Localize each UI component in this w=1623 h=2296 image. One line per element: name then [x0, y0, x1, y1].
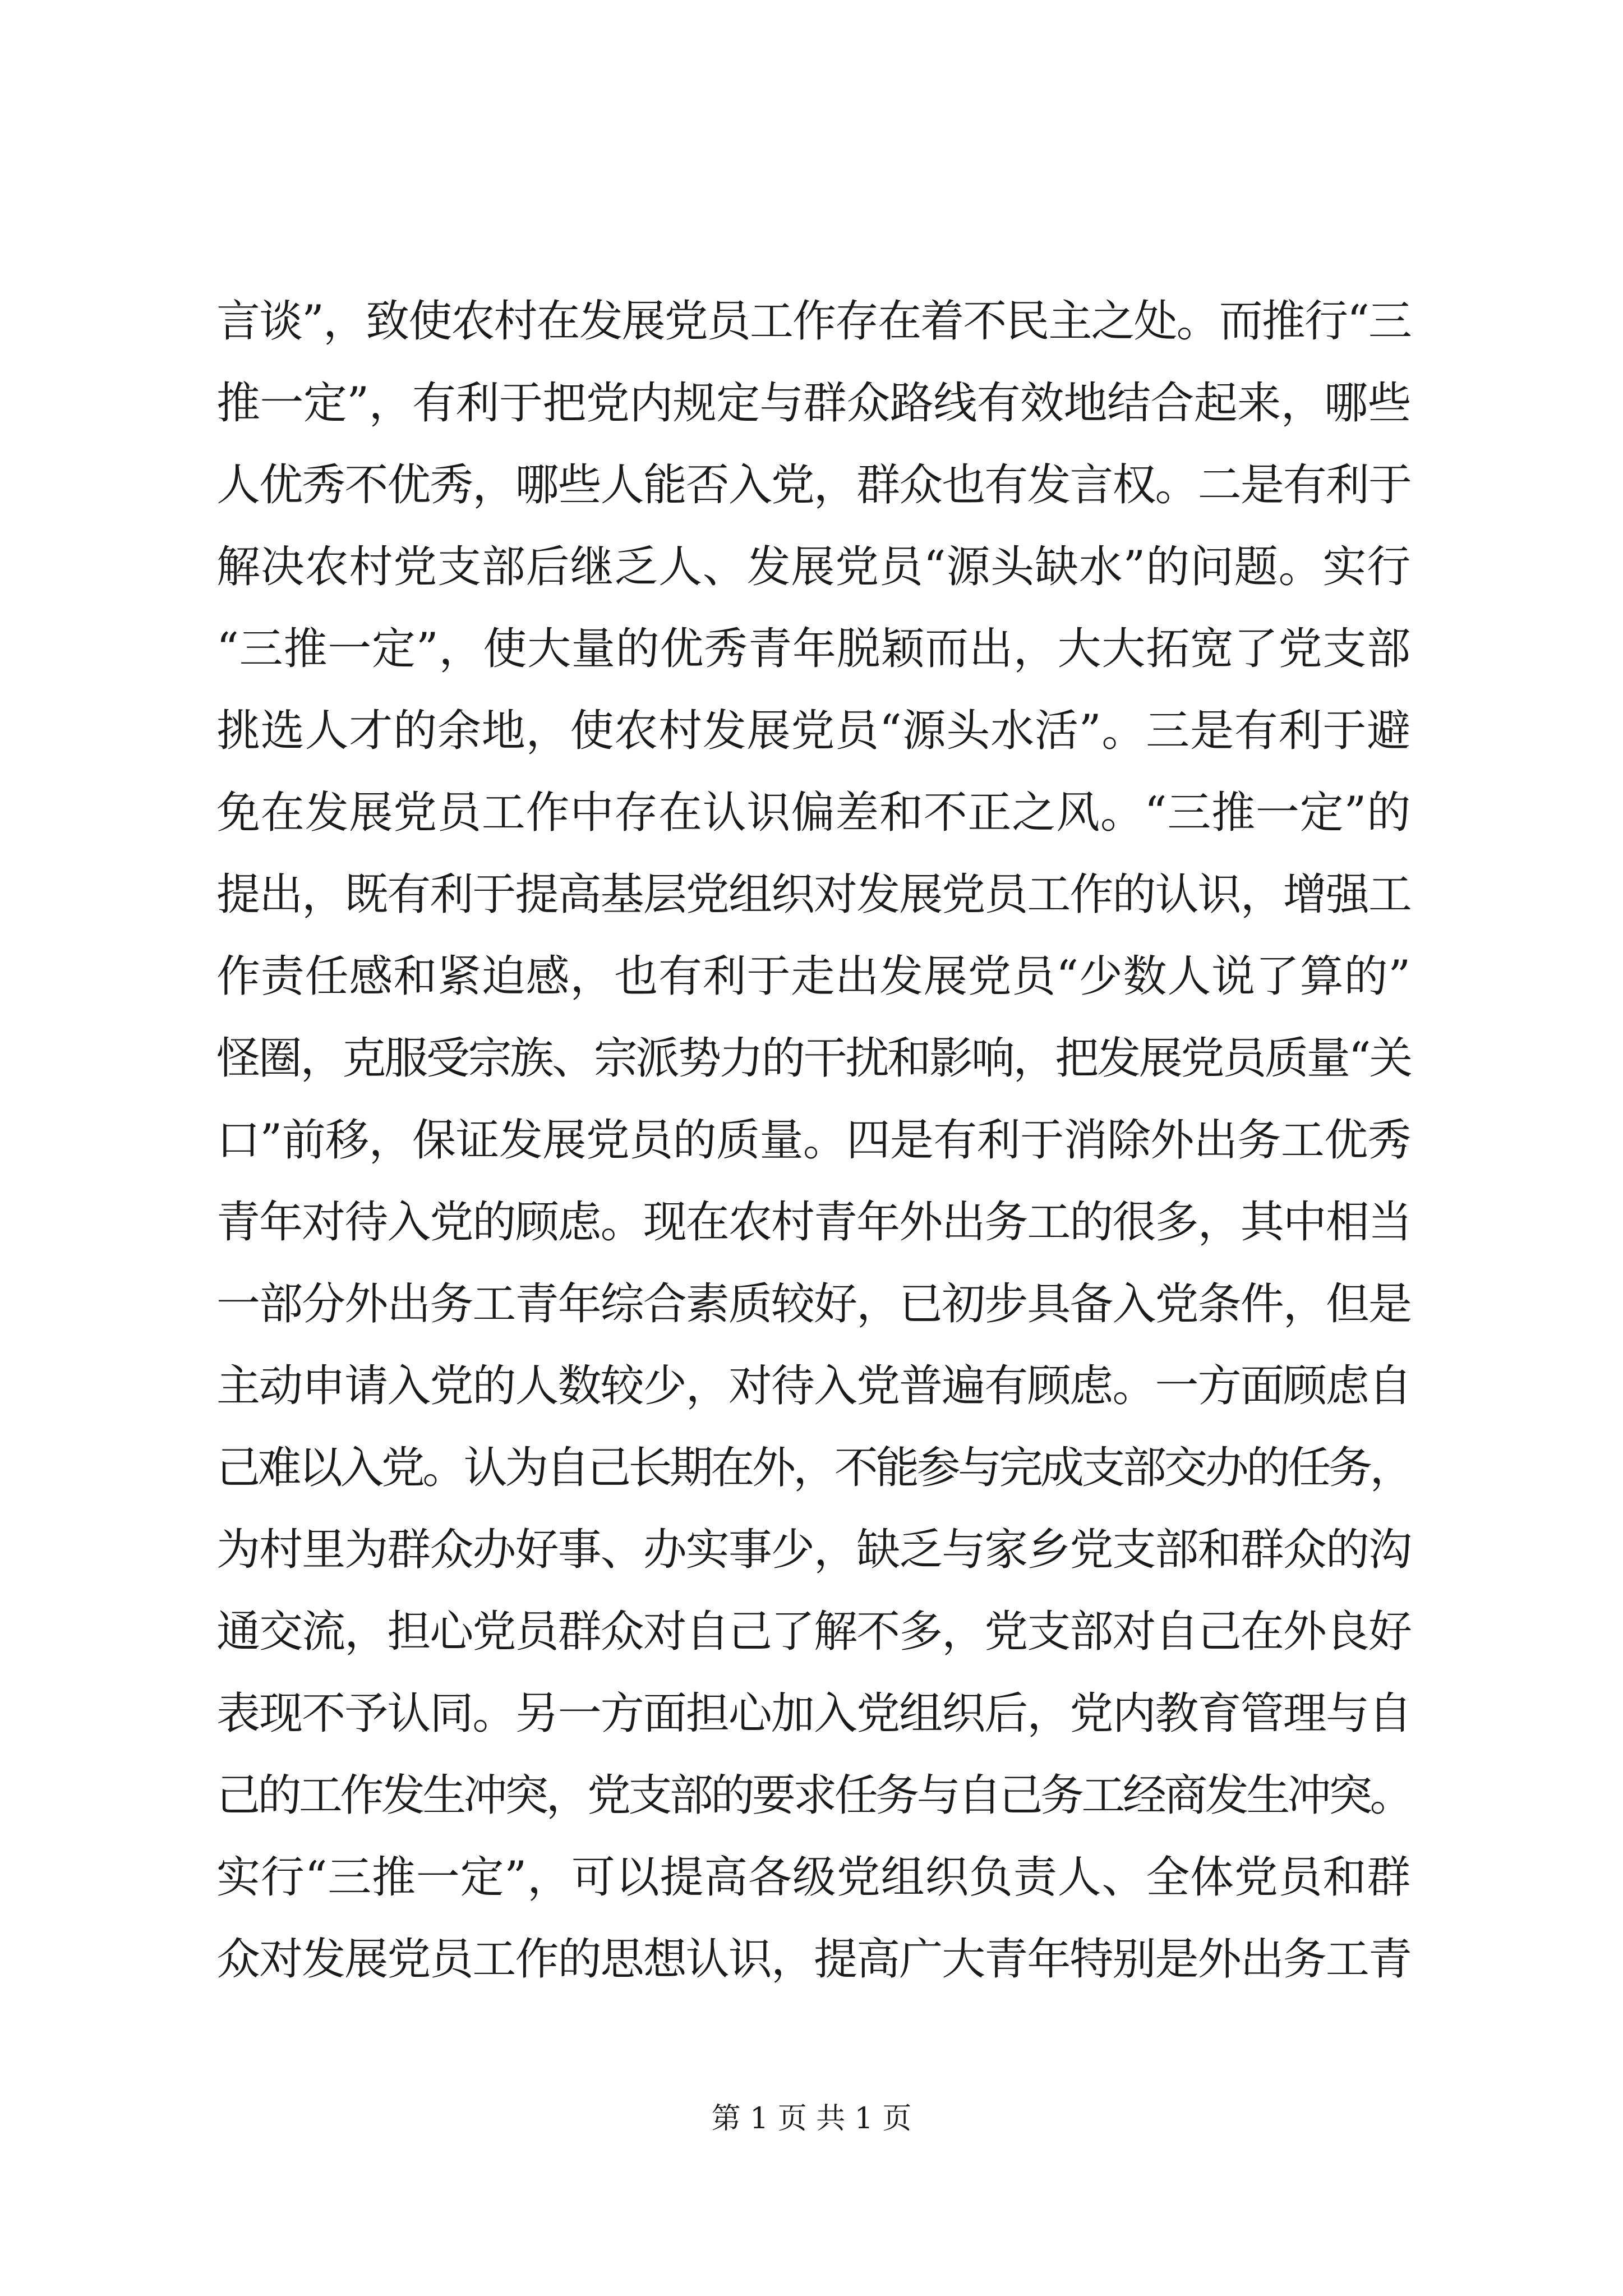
text-line: 推一定”，有利于把党内规定与群众路线有效地结合起来，哪些 — [216, 378, 1411, 429]
text-line: 挑选人才的余地，使农村发展党员“源头水活”。三是有利于避 — [216, 706, 1411, 756]
text-line: 众对发展党员工作的思想认识，提高广大青年特别是外出务工青 — [216, 1934, 1411, 1985]
text-line: “三推一定”，使大量的优秀青年脱颖而出，大大拓宽了党支部 — [216, 624, 1411, 674]
text-line: 解决农村党支部后继乏人、发展党员“源头缺水”的问题。实行 — [216, 542, 1411, 592]
text-line: 表现不予认同。另一方面担心加入党组织后，党内教育管理与自 — [216, 1688, 1411, 1739]
text-line: 怪圈，克服受宗族、宗派势力的干扰和影响，把发展党员质量“关 — [216, 1033, 1411, 1084]
text-line: 一部分外出务工青年综合素质较好，已初步具备入党条件，但是 — [216, 1279, 1411, 1329]
text-line: 提出，既有利于提高基层党组织对发展党员工作的认识，增强工 — [216, 869, 1411, 920]
text-line: 青年对待入党的顾虑。现在农村青年外出务工的很多，其中相当 — [216, 1197, 1411, 1248]
text-line: 人优秀不优秀，哪些人能否入党，群众也有发言权。二是有利于 — [216, 460, 1411, 510]
text-line: 己的工作发生冲突，党支部的要求任务与自己务工经商发生冲突。 — [216, 1770, 1411, 1821]
text-line: 作责任感和紧迫感，也有利于走出发展党员“少数人说了算的” — [216, 951, 1411, 1002]
text-line: 言谈”，致使农村在发展党员工作存在着不民主之处。而推行“三 — [216, 296, 1411, 347]
body-paragraph — [216, 280, 1411, 2000]
page-footer — [0, 2099, 1623, 2138]
text-line: 口”前移，保证发展党员的质量。四是有利于消除外出务工优秀 — [216, 1115, 1411, 1166]
text-line: 为村里为群众办好事、办实事少，缺乏与家乡党支部和群众的沟 — [216, 1525, 1411, 1575]
page-number-label: 第 1 页 共 1 页 — [711, 2102, 912, 2136]
text-line: 实行“三推一定”，可以提高各级党组织负责人、全体党员和群 — [216, 1852, 1411, 1903]
text-line: 免在发展党员工作中存在认识偏差和不正之风。“三推一定”的 — [216, 788, 1411, 838]
text-line: 主动申请入党的人数较少，对待入党普遍有顾虑。一方面顾虑自 — [216, 1361, 1411, 1411]
text-line: 通交流，担心党员群众对自己了解不多，党支部对自己在外良好 — [216, 1607, 1411, 1657]
text-line: 己难以入党。认为自己长期在外，不能参与完成支部交办的任务， — [216, 1443, 1411, 1493]
